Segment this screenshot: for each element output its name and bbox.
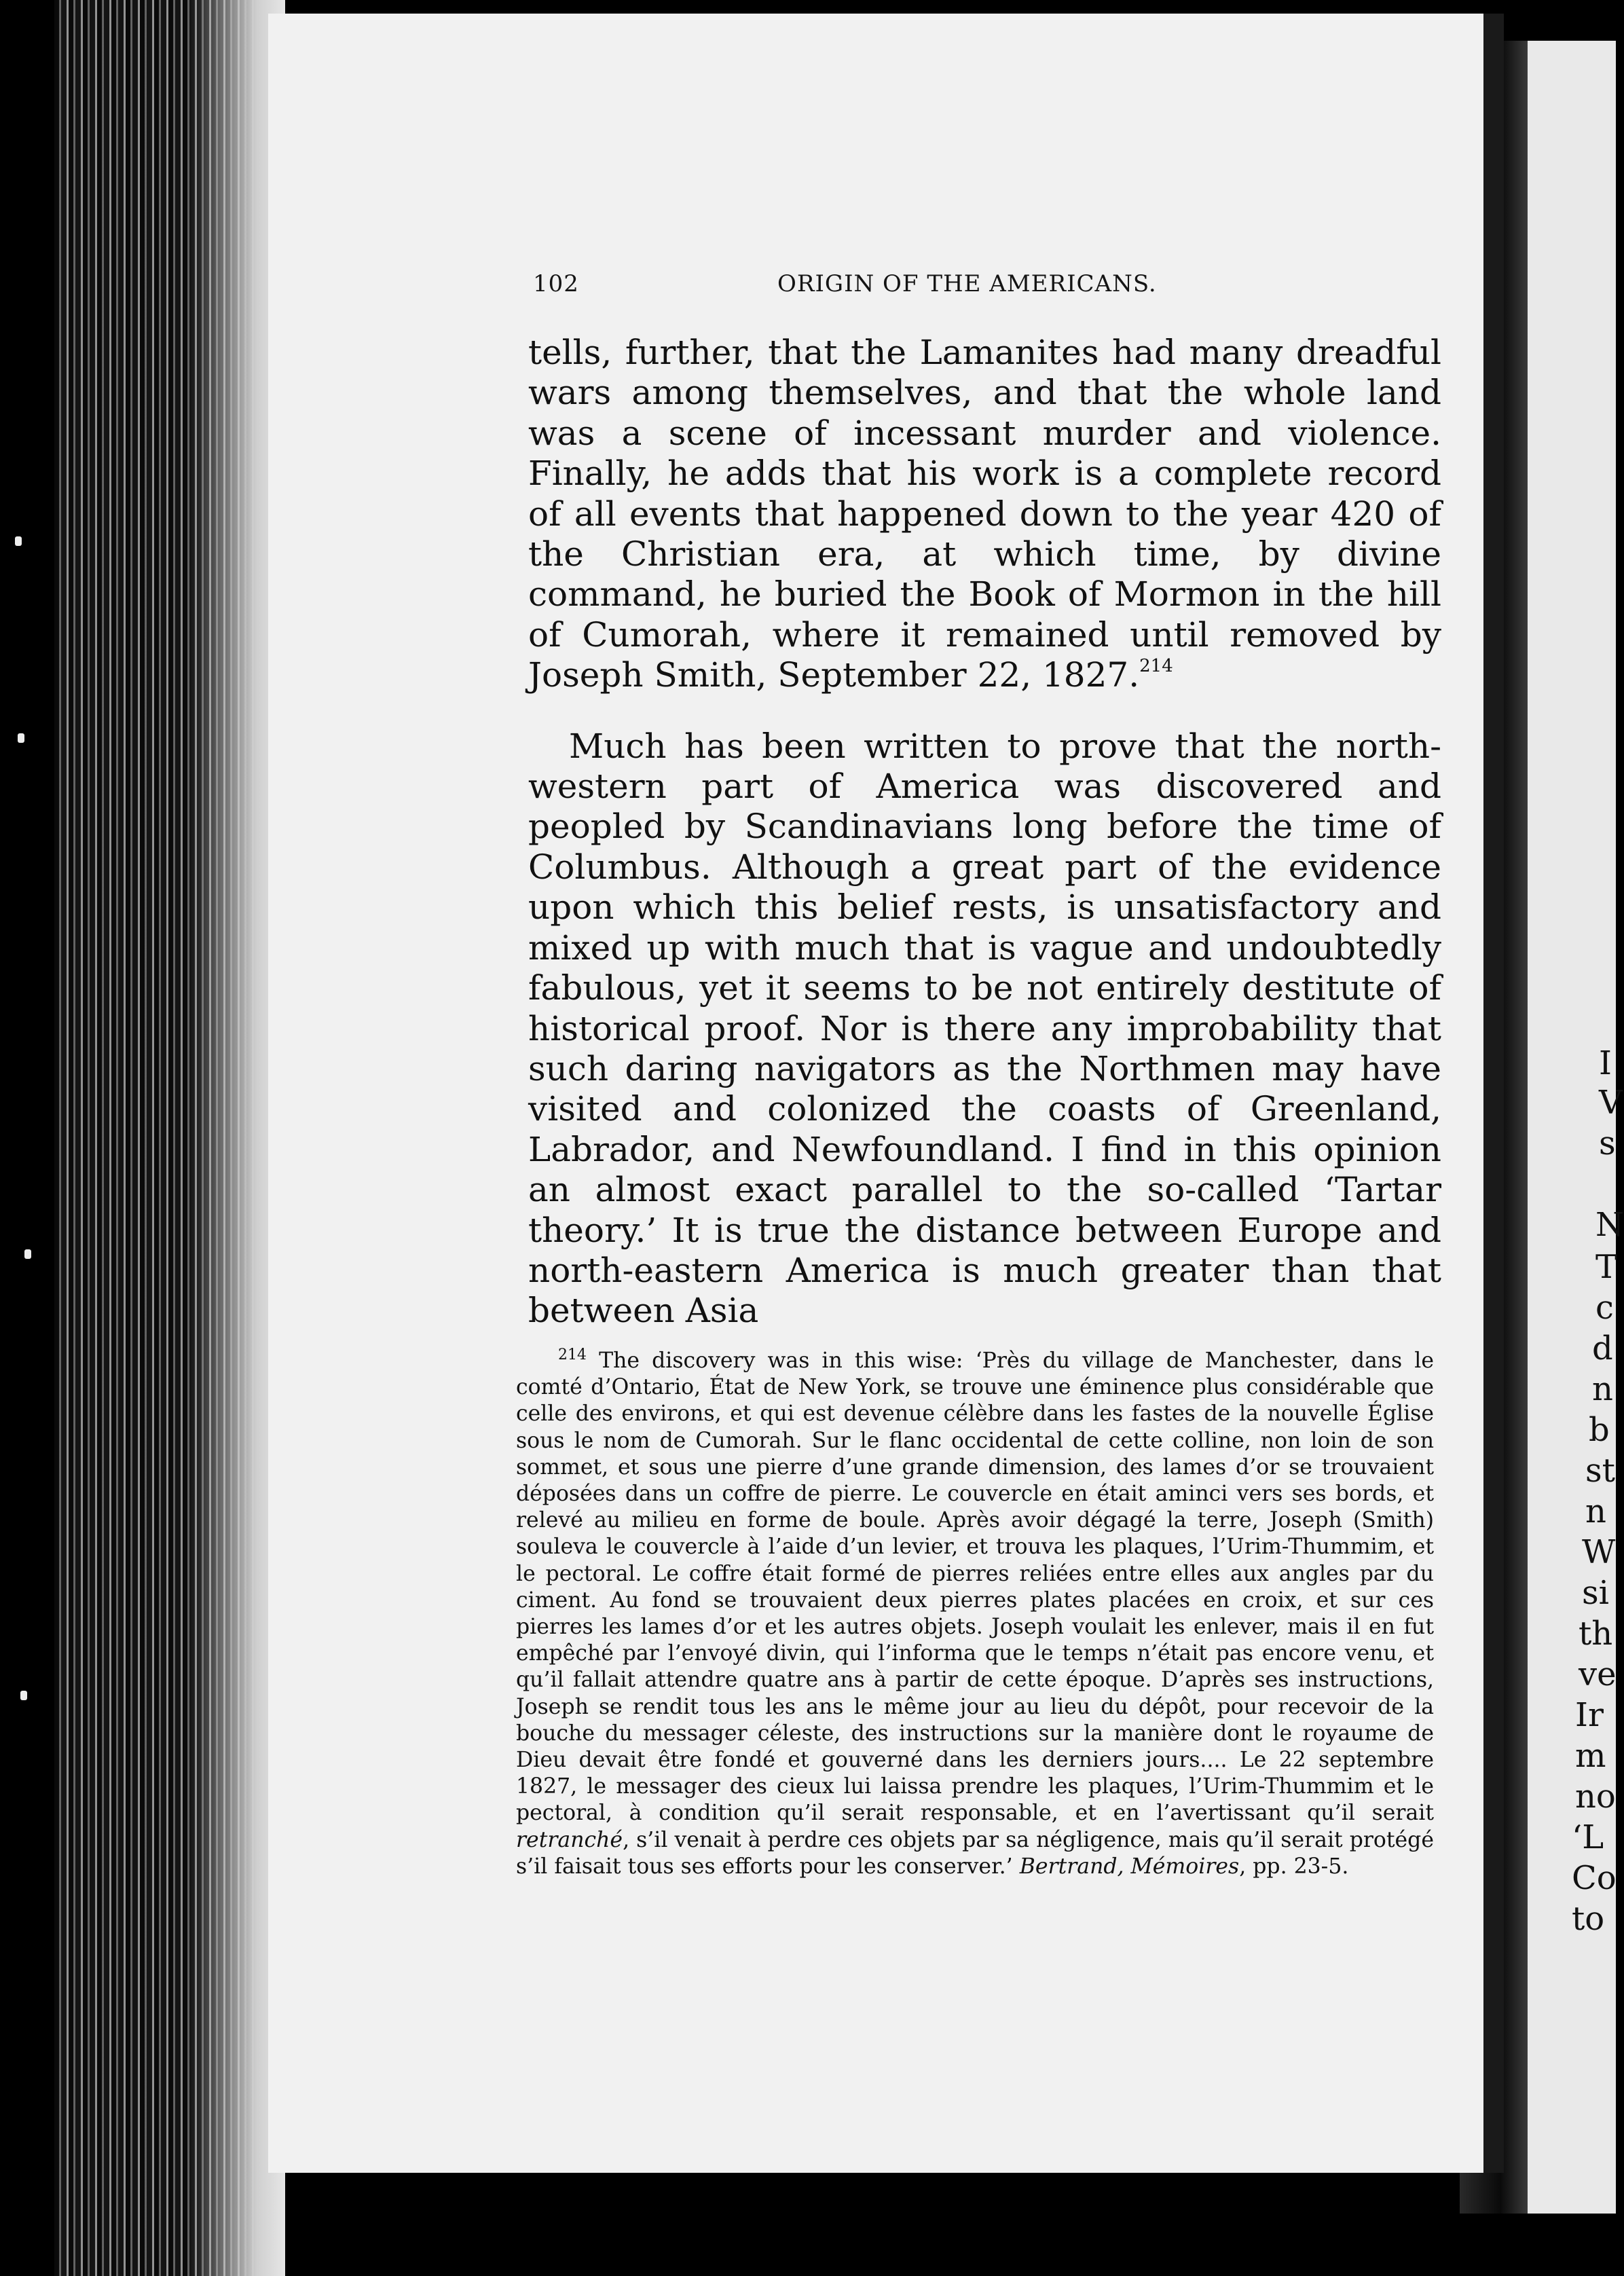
footnote-citation-pages: , pp. 23-5. [1239, 1854, 1349, 1879]
facing-page-char: V [1599, 1084, 1623, 1122]
facing-page-char: c [1595, 1289, 1614, 1327]
facing-page-char: to [1572, 1900, 1605, 1938]
facing-page-char: m [1575, 1737, 1606, 1775]
paragraph [528, 333, 1441, 696]
facing-page-char: n [1592, 1370, 1613, 1408]
facing-page-char: th [1579, 1615, 1613, 1653]
facing-page-char: T [1595, 1248, 1618, 1286]
scan-speck [18, 733, 24, 743]
facing-page-char: no [1575, 1778, 1616, 1816]
scan-speck [20, 1691, 27, 1700]
facing-page-char: si [1582, 1574, 1609, 1612]
footnote-text: The discovery was in this wise: ‘Près du village de Manchester, dans le comté d’Ontario, État de New York, se trouve une éminence plus considérable que celle des environs, et qui est devenue célèbre dans les fastes de la nouvelle Église sous le nom de Cumorah. Sur le flanc occidental de cette colline, non loin de son sommet, et sous une pierre d’une grande dimension, des lames d’or se trouvaient déposées dans un coffre de pierre. Le couvercle en était aminci vers ses bords, et relevé au milieu en forme de boule. Après avoir dégagé la terre, Joseph (Smith) souleva le couvercle à l’aide d’un levier, et trouva les plaques, l’Urim-Thummim, et le pectoral. Le coffre était formé de pierres reliées entre elles aux angles par du ciment. Au fond se trouvaient deux pierres plates placées en croix, et sur ces pierres les lames d’or et les autres objets. Joseph voulait les enlever, mais il en fut empêché par l’envoyé divin, qui l’informa que le temps n’était pas encore venu, et qu’il fallait attendre quatre ans à partir de cette époque. D’après ses instructions, Joseph se rendit tous les ans le même jour au lieu du dépôt, pour recevoir de la bouche du messager céleste, des instructions sur la manière dont le royaume de Dieu devait être fondé et gouverné dans les derniers jours.... Le 22 septembre 1827, le messager des cieux lui laissa prendre les plaques, l’Urim-Thummim et le pectoral, à condition qu’il serait responsable, et en l’avertissant qu’il serait [516, 1348, 1435, 1826]
footnote-text-end: , s’il venait à perdre ces objets par sa négligence, mais qu’il serait protégé s’il faisait tous ses efforts pour les conserver.’ [516, 1827, 1434, 1879]
paragraph [528, 727, 1441, 1332]
scan-speck [24, 1249, 31, 1259]
facing-page-char: Co [1572, 1859, 1617, 1897]
facing-page-char: n [1585, 1492, 1606, 1530]
page-number: 102 [533, 270, 579, 297]
body-text [528, 333, 1441, 1332]
footnote-number: 214 [558, 1346, 587, 1363]
facing-page-char: Ir [1575, 1696, 1604, 1734]
facing-page-char: ve [1579, 1655, 1617, 1693]
facing-page-char: s [1599, 1124, 1616, 1162]
facing-page-char: N [1595, 1206, 1624, 1244]
paragraph-text: Much has been written to prove that the north-western part of America was discovered and peopled by Scandinavians long before the time of Columbus. Although a great part of the evidence upon which this belief rests, is unsatisfactory and mixed up with much that is vague and undoubtedly fabulous, yet it seems to be not entirely destitute of historical proof. Nor is there any improbability that such daring navigators as the Northmen may have visited and colonized the coasts of Greenland, Labrador, and Newfoundland. I find in this opinion an almost exact parallel to the so-called ‘Tartar theory.’ It is true the distance between Europe and north-eastern America is much greater than that between Asia [528, 726, 1441, 1331]
paragraph-text: tells, further, that the Lamanites had many dreadful wars among themselves, and that the whole land was a scene of incessant murder and violence. Finally, he adds that his work is a complete record of all events that happened down to the year 420 of the Christian era, at which time, by divine command, he buried the Book of Mormon in the hill of Cumorah, where it remained until removed by Joseph Smith, September 22, 1827. [528, 333, 1441, 695]
facing-page-char: I [1599, 1044, 1612, 1082]
facing-page-char: st [1585, 1452, 1615, 1490]
footnote-citation: Bertrand, Mémoires [1019, 1854, 1240, 1879]
footnote [516, 1348, 1434, 1880]
facing-page-char: b [1589, 1411, 1610, 1449]
facing-page-char: W [1582, 1533, 1616, 1571]
running-head-title: ORIGIN OF THE AMERICANS. [777, 270, 1157, 297]
facing-page-char: ‘L [1572, 1818, 1604, 1856]
footnote-italic-word: retranché [516, 1827, 623, 1852]
running-head [533, 270, 1219, 304]
scan-speck [15, 536, 22, 546]
footnote-ref: 214 [1139, 656, 1173, 677]
facing-page-char: d [1592, 1329, 1613, 1368]
